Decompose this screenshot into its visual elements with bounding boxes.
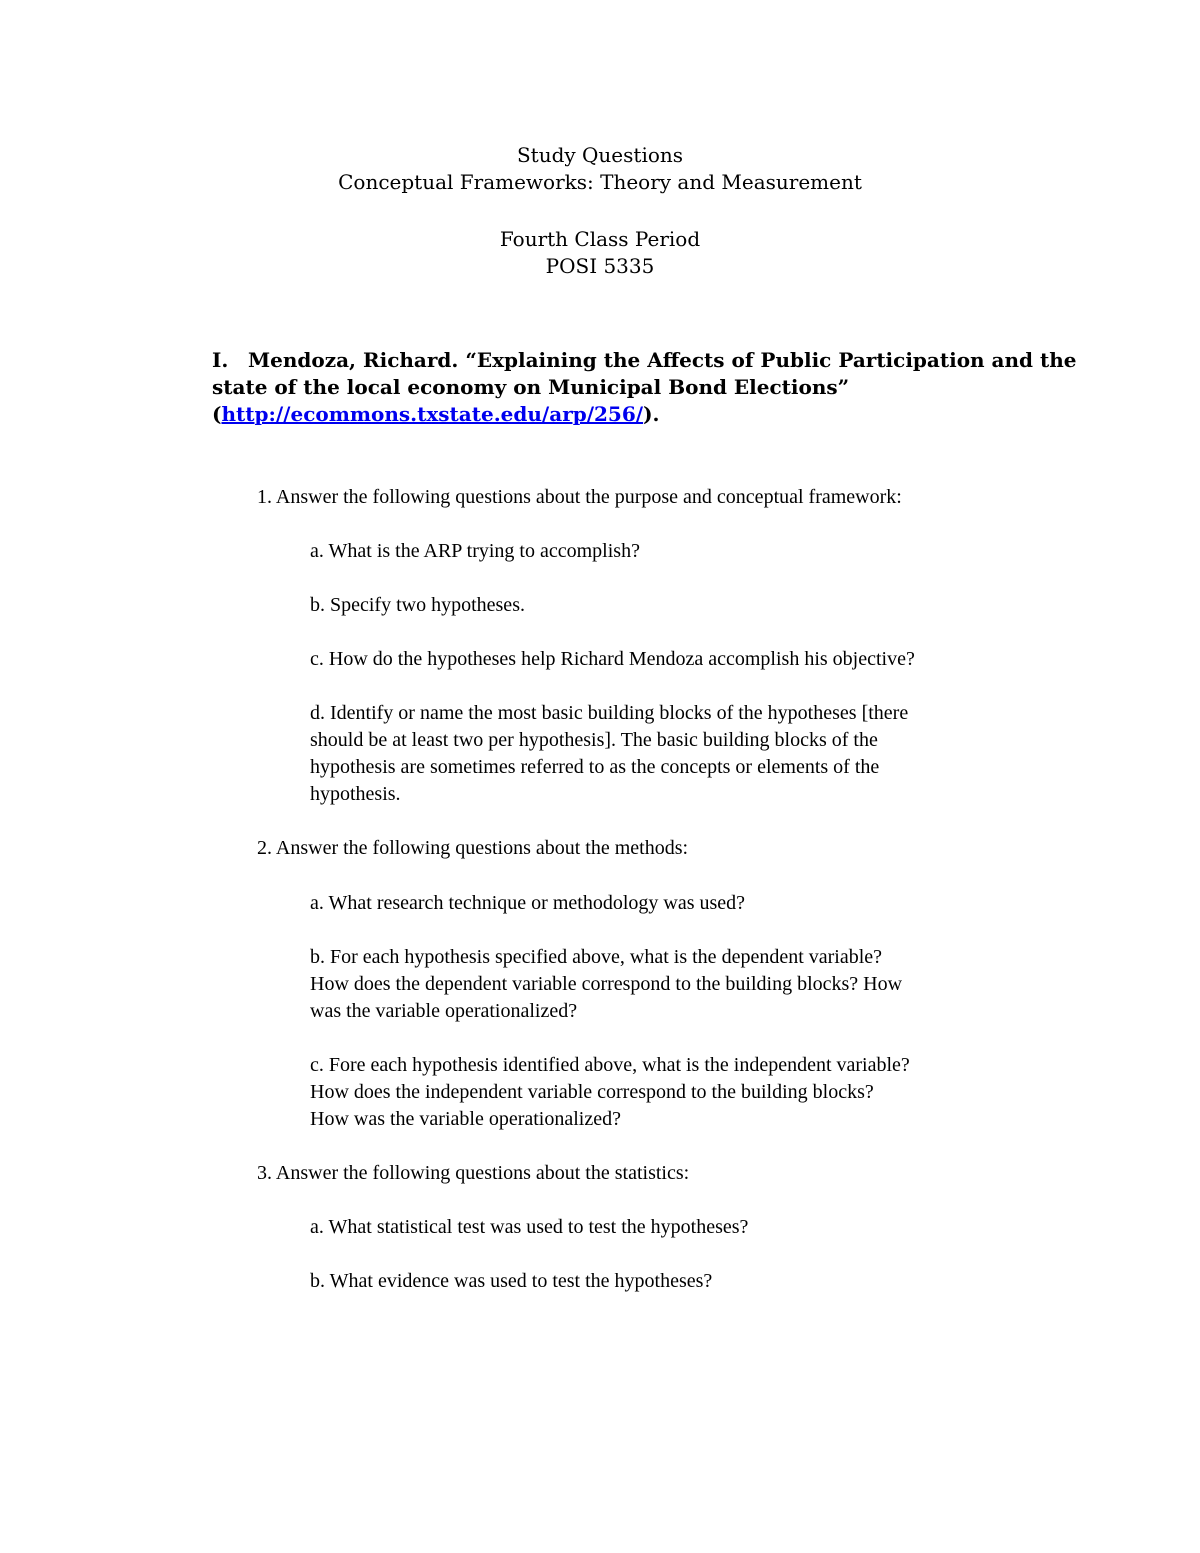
citation-link[interactable]: http://ecommons.txstate.edu/arp/256/ [221,402,644,426]
header-subtitle: Conceptual Frameworks: Theory and Measurement [338,170,862,194]
question-2a: a. What research technique or methodology was used? [310,892,746,914]
citation-line-2: state of the local economy on Municipal Bond Elections” [212,375,850,399]
question-2b: b. For each hypothesis specified above, what is the dependent variable? How does the dependent variable correspond to the building blocks? How was the variable operationalized? [310,946,903,1022]
question-1: 1. Answer the following questions about the purpose and conceptual framework: [257,486,902,508]
question-3b: b. What evidence was used to test the hypotheses? [310,1270,713,1292]
question-2: 2. Answer the following questions about the methods: [257,837,689,859]
question-1c: c. How do the hypotheses help Richard Mendoza accomplish his objective? [310,648,915,670]
question-3a: a. What statistical test was used to test the hypotheses? [310,1216,749,1238]
header-class-period: Fourth Class Period [499,227,701,251]
open-paren: ( [212,402,222,426]
close-paren: ). [643,402,660,426]
document-header-course [0,226,1200,280]
question-2c: c. Fore each hypothesis identified above, what is the independent variable? How does the independent variable correspond to the building blocks? How was the variable operationalized? [310,1054,910,1130]
section-numeral: I. [212,348,229,372]
question-1d: d. Identify or name the most basic building blocks of the hypotheses [there should be at least two per hypothesis]. The basic building blocks of the hypothesis are sometimes referred to as the concepts or elements of the hypothesis. [310,702,909,805]
document-header-title [0,142,1200,196]
question-3: 3. Answer the following questions about the statistics: [257,1162,690,1184]
header-title: Study Questions [516,143,684,167]
question-1b: b. Specify two hypotheses. [310,594,525,616]
citation-line-1: Mendoza, Richard. “Explaining the Affects of Public Participation and the [248,348,1077,372]
question-1a: a. What is the ARP trying to accomplish? [310,540,640,562]
header-course-code: POSI 5335 [545,254,655,278]
section-reading-citation [212,347,1077,428]
